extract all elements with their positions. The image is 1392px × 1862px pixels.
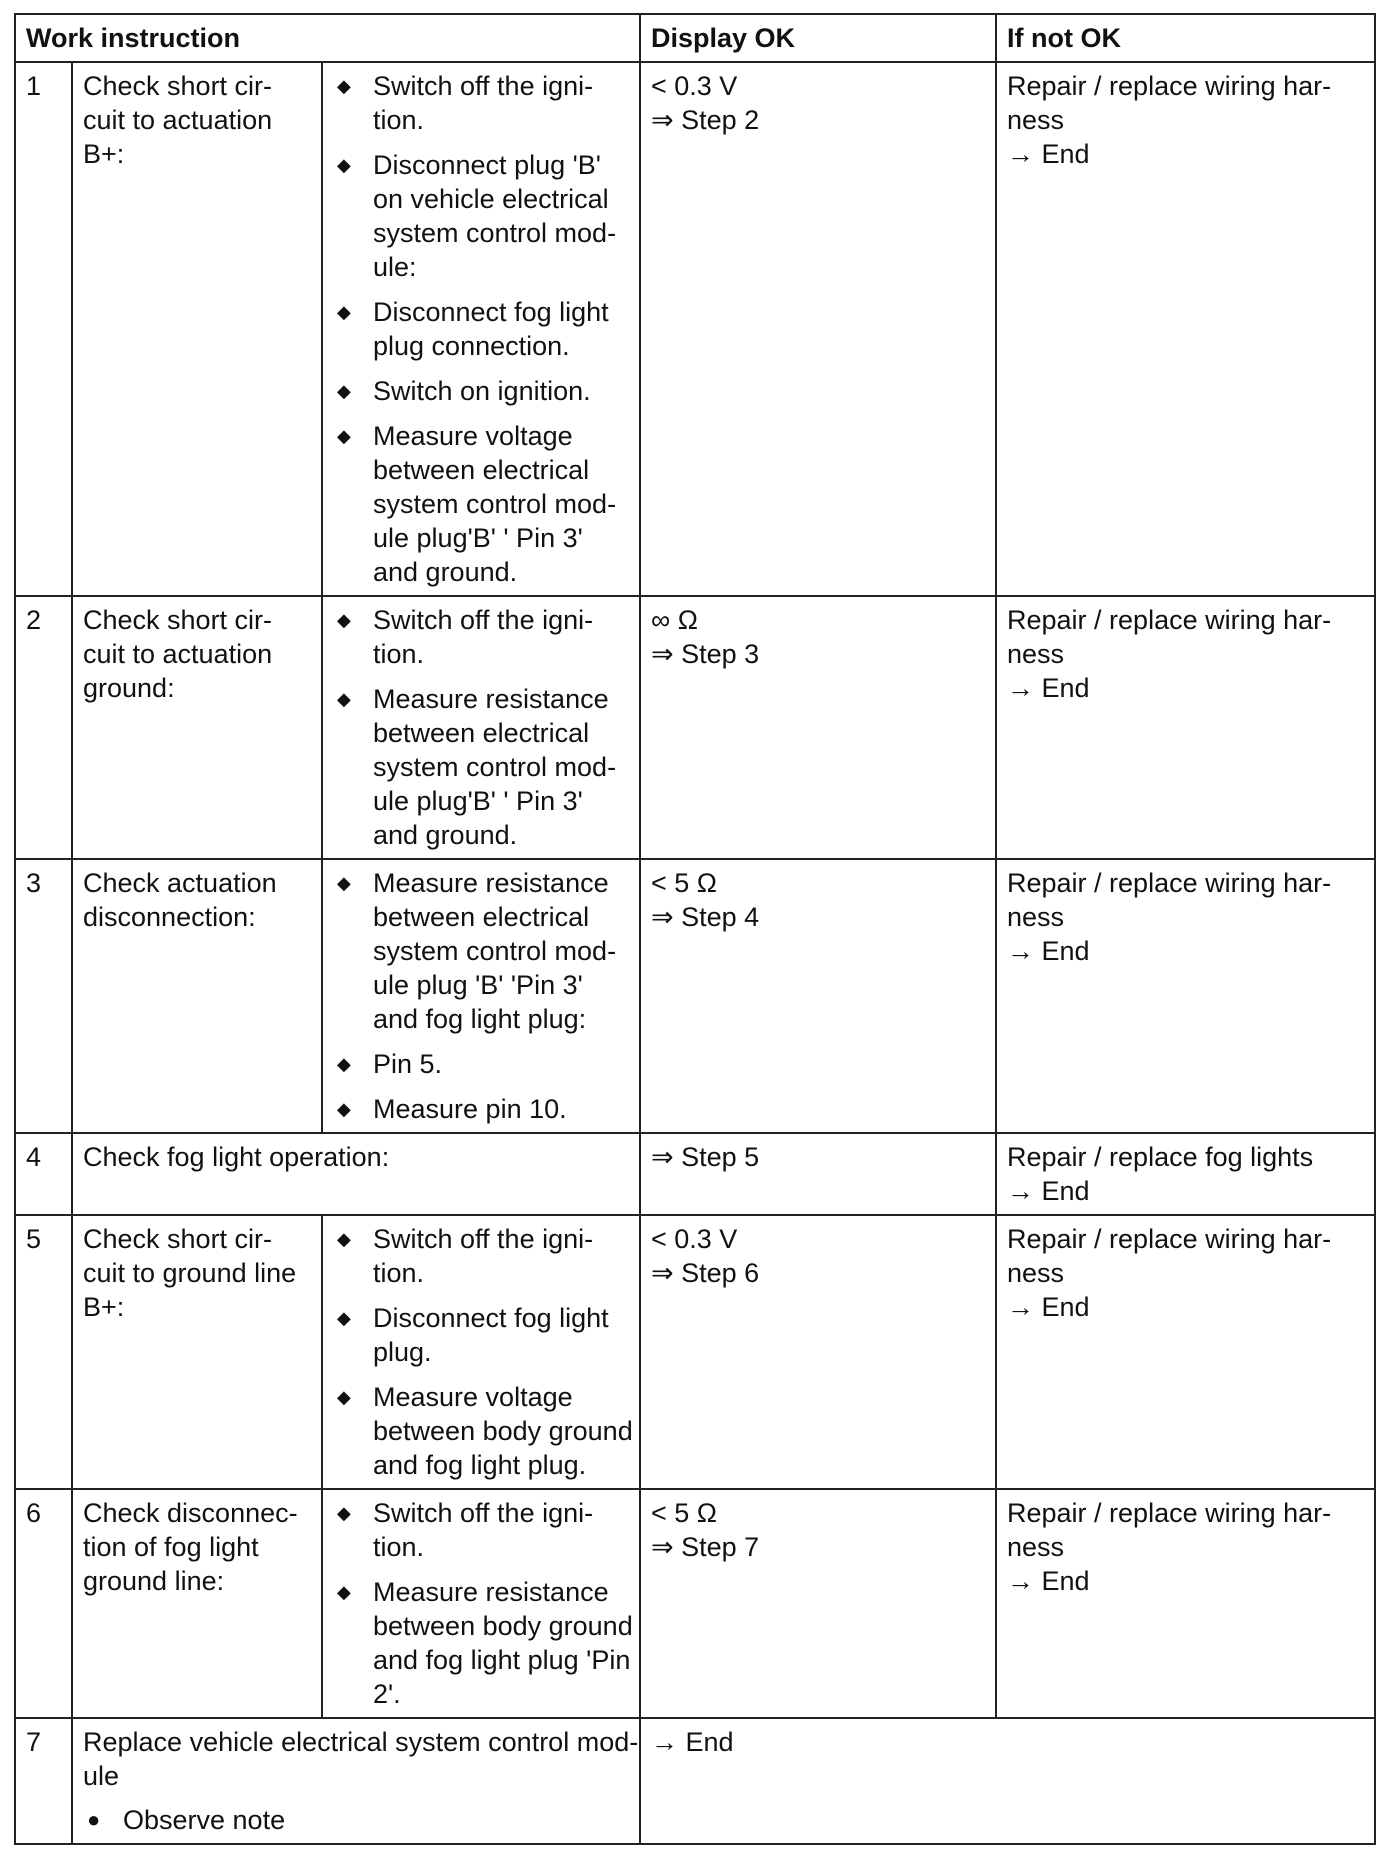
check-line: Check disconnec- (83, 1498, 298, 1528)
check-line: Check short cir- (83, 605, 273, 635)
action-line: Switch off the igni- (373, 71, 594, 101)
display-ok-line: ⇒ Step 3 (651, 639, 760, 669)
action-line: system control mod- (373, 218, 617, 248)
display-ok-cell (640, 596, 996, 859)
if-not-ok-line: ness (1007, 105, 1065, 135)
header-if-not-ok: If not OK (996, 14, 1375, 62)
bullet-dot-icon: ● (87, 1807, 101, 1832)
diamond-bullet-icon: ◆ (337, 426, 351, 446)
diamond-bullet-icon: ◆ (337, 1387, 351, 1407)
if-not-ok-line: Repair / replace fog lights (1007, 1142, 1314, 1172)
check-cell (72, 596, 322, 859)
step-number: 6 (15, 1489, 72, 1718)
action-item (333, 69, 629, 137)
action-line: Measure pin 10. (373, 1094, 567, 1124)
action-line: Disconnect fog light (373, 297, 609, 327)
action-line: Switch off the igni- (373, 1224, 594, 1254)
display-ok-line: < 5 Ω (651, 1498, 717, 1528)
action-item (333, 1222, 629, 1290)
action-item (333, 374, 629, 408)
if-not-ok-line: Repair / replace wiring har- (1007, 71, 1332, 101)
display-ok-cell (640, 1133, 996, 1215)
display-ok-cell (640, 859, 996, 1133)
check-line: B+: (83, 1292, 125, 1322)
check-line: ground: (83, 673, 175, 703)
action-line: ule plug'B' ' Pin 3' (373, 523, 583, 553)
action-line: Disconnect plug 'B' (373, 150, 601, 180)
action-line: Switch on ignition. (373, 376, 591, 406)
diamond-bullet-icon: ◆ (337, 1054, 351, 1074)
action-item (333, 419, 629, 589)
diamond-bullet-icon: ◆ (337, 1308, 351, 1328)
if-not-ok-line: → End (1007, 139, 1090, 169)
action-line: between electrical (373, 455, 590, 485)
action-line: ule plug'B' ' Pin 3' (373, 786, 583, 816)
diamond-bullet-icon: ◆ (337, 302, 351, 322)
action-item (333, 1092, 629, 1126)
if-not-ok-line: Repair / replace wiring har- (1007, 1224, 1332, 1254)
note-item (83, 1803, 629, 1837)
note-text: Observe note (123, 1805, 286, 1835)
action-line: tion. (373, 1258, 425, 1288)
action-line: plug connection. (373, 331, 570, 361)
actions-cell (322, 62, 640, 596)
diamond-bullet-icon: ◆ (337, 1099, 351, 1119)
action-line: ule plug 'B' 'Pin 3' (373, 970, 583, 1000)
if-not-ok-cell (996, 62, 1375, 596)
action-line: plug. (373, 1337, 432, 1367)
action-item (333, 866, 629, 1036)
check-line: tion of fog light (83, 1532, 259, 1562)
if-not-ok-line: Repair / replace wiring har- (1007, 868, 1332, 898)
if-not-ok-line: ness (1007, 1532, 1065, 1562)
check-cell (72, 859, 322, 1133)
if-not-ok-cell (996, 1215, 1375, 1489)
step-number: 5 (15, 1215, 72, 1489)
action-item (333, 148, 629, 284)
action-line: Disconnect fog light (373, 1303, 609, 1333)
action-line: between electrical (373, 718, 590, 748)
action-item (333, 1047, 629, 1081)
display-ok-line: < 0.3 V (651, 71, 738, 101)
display-ok-line: ⇒ Step 6 (651, 1258, 760, 1288)
actions-cell (322, 1489, 640, 1718)
if-not-ok-line: → End (1007, 936, 1090, 966)
display-ok-line: ⇒ Step 2 (651, 105, 760, 135)
action-item (333, 1380, 633, 1482)
check-line: cuit to actuation (83, 639, 273, 669)
display-ok-line: ∞ Ω (651, 605, 698, 635)
display-ok-line: → End (651, 1727, 734, 1757)
if-not-ok-line: Repair / replace wiring har- (1007, 1498, 1332, 1528)
table-row (15, 859, 1375, 1133)
table-row (15, 1489, 1375, 1718)
step-number: 7 (15, 1718, 72, 1844)
check-line: Replace vehicle electrical system control mod- (83, 1727, 639, 1757)
diamond-bullet-icon: ◆ (337, 76, 351, 96)
action-item (333, 1496, 629, 1564)
action-item (333, 682, 629, 852)
action-item (333, 1301, 629, 1369)
actions-list (333, 1222, 633, 1482)
action-line: and fog light plug 'Pin (373, 1645, 631, 1675)
check-line: Check actuation (83, 868, 277, 898)
action-line: between electrical (373, 902, 590, 932)
if-not-ok-line: → End (1007, 673, 1090, 703)
action-item (333, 603, 629, 671)
check-cell (72, 1718, 640, 1844)
actions-list (333, 866, 629, 1126)
display-ok-line: < 5 Ω (651, 868, 717, 898)
step-number: 2 (15, 596, 72, 859)
action-line: Switch off the igni- (373, 1498, 594, 1528)
check-line: ule (83, 1761, 120, 1791)
header-display-ok: Display OK (640, 14, 996, 62)
check-cell: Check fog light operation: (72, 1133, 640, 1215)
if-not-ok-line: ness (1007, 902, 1065, 932)
action-line: Measure resistance (373, 1577, 609, 1607)
action-line: and ground. (373, 820, 518, 850)
table-row (15, 1718, 1375, 1844)
display-ok-cell (640, 1489, 996, 1718)
table-body (15, 62, 1375, 1844)
work-instruction-table (14, 13, 1376, 1845)
check-cell (72, 1215, 322, 1489)
display-ok-line: ⇒ Step 7 (651, 1532, 760, 1562)
action-line: Pin 5. (373, 1049, 443, 1079)
table-row (15, 1215, 1375, 1489)
table-header-row (15, 14, 1375, 62)
action-line: Measure voltage (373, 1382, 573, 1412)
check-line: Check short cir- (83, 1224, 273, 1254)
check-line: cuit to actuation (83, 105, 273, 135)
action-line: 2'. (373, 1679, 401, 1709)
if-not-ok-cell (996, 596, 1375, 859)
check-line: cuit to ground line (83, 1258, 297, 1288)
if-not-ok-line: ness (1007, 1258, 1065, 1288)
display-ok-line: ⇒ Step 4 (651, 902, 760, 932)
display-ok-cell (640, 1215, 996, 1489)
action-item (333, 1575, 633, 1711)
actions-list (333, 69, 629, 589)
diamond-bullet-icon: ◆ (337, 1503, 351, 1523)
action-line: Switch off the igni- (373, 605, 594, 635)
step-number: 4 (15, 1133, 72, 1215)
check-line: ground line: (83, 1566, 225, 1596)
action-line: system control mod- (373, 936, 617, 966)
action-line: tion. (373, 1532, 425, 1562)
step-number: 1 (15, 62, 72, 596)
check-cell (72, 62, 322, 596)
action-line: between body ground (373, 1416, 633, 1446)
if-not-ok-line: → End (1007, 1176, 1090, 1206)
if-not-ok-cell (996, 859, 1375, 1133)
actions-list (333, 603, 629, 852)
check-line: disconnection: (83, 902, 256, 932)
if-not-ok-line: → End (1007, 1292, 1090, 1322)
actions-cell (322, 596, 640, 859)
actions-list (333, 1496, 633, 1711)
action-item (333, 295, 629, 363)
action-line: tion. (373, 639, 425, 669)
action-line: system control mod- (373, 489, 617, 519)
action-line: Measure voltage (373, 421, 573, 451)
actions-cell (322, 1215, 640, 1489)
action-line: and ground. (373, 557, 518, 587)
if-not-ok-line: ness (1007, 639, 1065, 669)
display-ok-cell (640, 62, 996, 596)
action-line: Measure resistance (373, 868, 609, 898)
diamond-bullet-icon: ◆ (337, 610, 351, 630)
table-row (15, 62, 1375, 596)
check-line: Check short cir- (83, 71, 273, 101)
if-not-ok-cell (996, 1489, 1375, 1718)
check-cell (72, 1489, 322, 1718)
header-work-instruction: Work instruction (15, 14, 640, 62)
action-line: and fog light plug. (373, 1450, 587, 1480)
actions-cell (322, 859, 640, 1133)
display-ok-line: ⇒ Step 5 (651, 1142, 760, 1172)
diamond-bullet-icon: ◆ (337, 381, 351, 401)
if-not-ok-line: Repair / replace wiring har- (1007, 605, 1332, 635)
action-line: and fog light plug: (373, 1004, 587, 1034)
diamond-bullet-icon: ◆ (337, 1582, 351, 1602)
if-not-ok-line: → End (1007, 1566, 1090, 1596)
diamond-bullet-icon: ◆ (337, 155, 351, 175)
diamond-bullet-icon: ◆ (337, 689, 351, 709)
action-line: between body ground (373, 1611, 633, 1641)
diamond-bullet-icon: ◆ (337, 1229, 351, 1249)
action-line: Measure resistance (373, 684, 609, 714)
check-line: B+: (83, 139, 125, 169)
action-line: tion. (373, 105, 425, 135)
table-row (15, 1133, 1375, 1215)
display-ok-line: < 0.3 V (651, 1224, 738, 1254)
action-line: on vehicle electrical (373, 184, 609, 214)
step-number: 3 (15, 859, 72, 1133)
diamond-bullet-icon: ◆ (337, 873, 351, 893)
display-ok-cell (640, 1718, 1375, 1844)
if-not-ok-cell (996, 1133, 1375, 1215)
table-row (15, 596, 1375, 859)
action-line: ule: (373, 252, 417, 282)
action-line: system control mod- (373, 752, 617, 782)
